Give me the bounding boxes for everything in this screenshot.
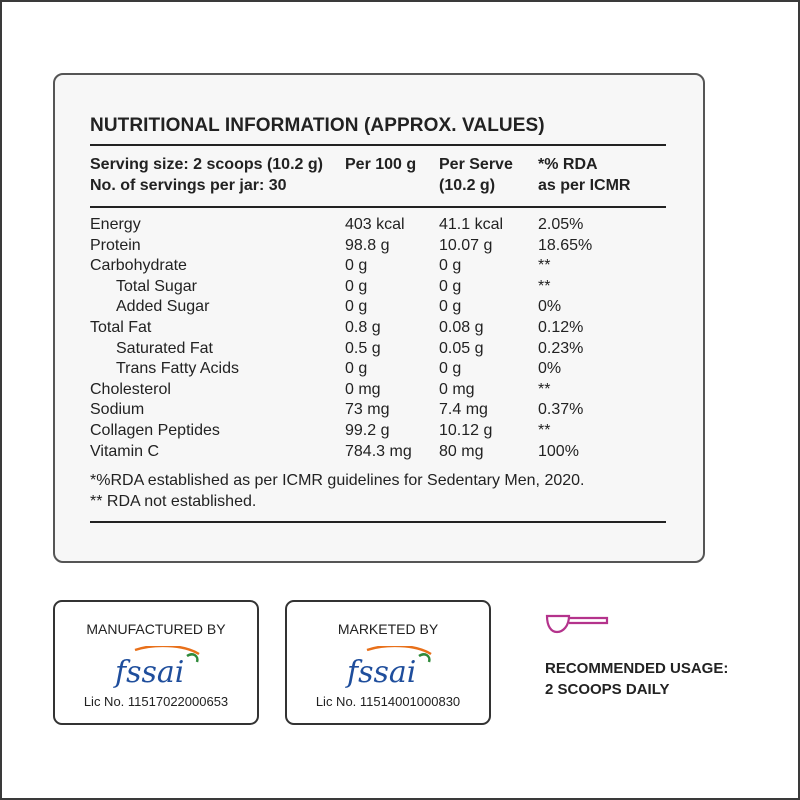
rda-value: ** [538, 422, 551, 439]
nutrient-name: Protein [90, 236, 141, 254]
per-100g-value: 0 g [345, 360, 368, 378]
rda-value: ** [538, 380, 551, 398]
svg-text:fssai: fssai [347, 655, 417, 690]
marketer-box [285, 600, 491, 725]
rda-value: 0% [538, 298, 562, 316]
nutrient-name: Collagen Peptides [90, 422, 220, 439]
table-row [90, 340, 666, 361]
nutrient-name: Cholesterol [90, 380, 171, 398]
nutrient-name: Sodium [90, 401, 145, 419]
usage-line-1: RECOMMENDED USAGE: [545, 660, 729, 677]
per-100g-value: 99.2 g [345, 422, 390, 439]
fssai-logo-icon [113, 646, 203, 690]
per-100g-value: 403 kcal [345, 216, 405, 233]
rda-value: 0% [538, 360, 562, 378]
per-100g-value: 0.5 g [345, 339, 381, 357]
nutrient-name: Energy [90, 216, 141, 233]
per-serve-value: 0 g [439, 298, 462, 316]
per-serve-value: 7.4 mg [439, 401, 488, 419]
rda-footnote: *%RDA established as per ICMR guidelines for Sedentary Men, 2020. [90, 472, 585, 489]
table-row [90, 237, 666, 258]
table-row [90, 319, 666, 340]
per-serve-value: 41.1 kcal [439, 216, 504, 233]
per-100g-value: 0 mg [345, 380, 381, 398]
per-serve-value: 0 mg [439, 380, 475, 398]
table-row [90, 443, 666, 464]
rda-value: 2.05% [538, 216, 584, 233]
col-header-rda-basis: as per ICMR [538, 177, 631, 194]
manufacturer-label: MANUFACTURED BY [86, 621, 226, 637]
recommended-usage [545, 658, 728, 700]
table-row [90, 298, 666, 319]
per-100g-value: 0 g [345, 298, 368, 316]
per-100g-value: 784.3 mg [345, 442, 412, 460]
nutrient-name: Total Sugar [116, 277, 197, 295]
per-serve-value: 0 g [439, 277, 462, 295]
per-serve-value: 0 g [439, 257, 462, 275]
table-row [90, 257, 666, 278]
header-rule [90, 206, 666, 208]
marketer-license: Lic No. 11514001000830 [315, 694, 461, 709]
scoop-icon [545, 612, 611, 636]
table-row [90, 278, 666, 299]
fssai-logo-icon [345, 646, 435, 690]
table-row [90, 422, 666, 443]
nutrient-name: Added Sugar [116, 298, 210, 316]
bottom-rule [90, 521, 666, 523]
rda-value: ** [538, 277, 551, 295]
per-100g-value: 98.8 g [345, 236, 390, 254]
rda-value: 0.37% [538, 401, 584, 419]
nutrient-name: Total Fat [90, 319, 152, 336]
table-row [90, 216, 666, 237]
table-row [90, 401, 666, 422]
per-serve-value: 0.05 g [439, 339, 484, 357]
per-100g-value: 0.8 g [345, 319, 381, 336]
per-serve-value: 10.12 g [439, 422, 493, 439]
nutrient-name: Saturated Fat [116, 339, 213, 357]
rda-value: 18.65% [538, 236, 593, 254]
manufacturer-box [53, 600, 259, 725]
svg-text:fssai: fssai [115, 655, 185, 690]
manufacturer-license: Lic No. 11517022000653 [83, 694, 229, 709]
per-100g-value: 0 g [345, 257, 368, 275]
per-100g-value: 73 mg [345, 401, 390, 419]
nutrient-name: Vitamin C [90, 442, 160, 460]
usage-line-2: 2 SCOOPS DAILY [545, 681, 670, 698]
table-row [90, 381, 666, 402]
col-header-rda: *% RDA [538, 156, 598, 173]
rda-value: 100% [538, 442, 579, 460]
per-100g-value: 0 g [345, 277, 368, 295]
per-serve-value: 80 mg [439, 442, 484, 460]
nutrient-name: Trans Fatty Acids [116, 360, 239, 378]
per-serve-value: 10.07 g [439, 236, 493, 254]
nutrient-name: Carbohydrate [90, 257, 187, 275]
rda-value: 0.12% [538, 319, 584, 336]
per-serve-value: 0 g [439, 360, 462, 378]
table-row [90, 360, 666, 381]
col-header-perserve: Per Serve [439, 156, 513, 173]
marketer-label: MARKETED BY [337, 621, 439, 637]
rda-value: 0.23% [538, 339, 584, 357]
servings-per-jar: No. of servings per jar: 30 [90, 177, 287, 194]
col-header-per100: Per 100 g [345, 156, 417, 173]
serving-size: Serving size: 2 scoops (10.2 g) [90, 156, 323, 173]
title-rule [90, 144, 666, 146]
per-serve-value: 0.08 g [439, 319, 484, 336]
rda-not-established-note: ** RDA not established. [90, 493, 257, 510]
rda-value: ** [538, 257, 551, 275]
col-header-perserve-qty: (10.2 g) [439, 177, 496, 194]
nutrition-title: NUTRITIONAL INFORMATION (APPROX. VALUES) [90, 115, 545, 136]
